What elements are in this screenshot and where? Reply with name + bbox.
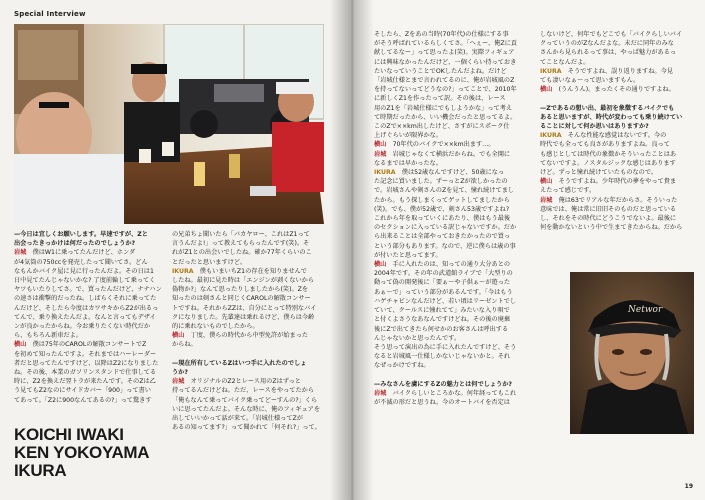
text-line [14,294,166,303]
text-line [172,285,324,294]
text-line [540,177,692,186]
line-text: ヤツもいたりしてさ。で、買ったんだけど、ナナハン [14,286,162,294]
text-line [540,104,692,113]
line-text: 僕もいまいちZ1の存在を知りませんで [199,267,307,275]
text-line [374,104,530,113]
right-page [352,0,705,500]
text-line [374,398,530,407]
text-line [14,267,166,276]
line-text: には興味なかったんだけど、一個くらい持っておき [374,58,517,66]
text-line [374,269,530,278]
text-line [14,386,166,395]
text-line [172,230,324,239]
text-line [374,278,530,287]
text-line [540,94,692,103]
text-line [172,386,324,395]
text-line [540,140,692,149]
text-line [14,230,166,239]
text-line [374,85,530,94]
text-line [540,30,692,39]
line-text: いに思ってたんだよ。そんな時に、俺のフィギュアを [172,405,321,413]
line-text: 動って偽の開発後に「要ぁ〜や子供ぁ〜が遊った [374,279,511,287]
line-text: そんな性能な感覚はないです。今の [567,132,667,140]
line-text: の兄弟ちょ聞いたら「バカヤロー、これはZ1って [172,231,310,238]
text-line [374,159,530,168]
text-line [540,131,692,140]
speaker-label: 横山 [540,178,553,186]
text-line [172,377,324,386]
speaker-label: 岩城 [374,389,387,397]
line-text: あぁ〜で」っていう部分があるんです。「今はもう [374,288,513,296]
line-text: このZで××km出したけど、さすがにスポーク仕 [374,123,510,131]
line-text: 2004年です。その年の武道館ライブで「大型りの [374,270,513,278]
group-interview-photo [14,24,324,224]
name-line-3: IKURA [14,461,67,480]
text-line [172,267,324,276]
line-text: これから年を取っていくにあたり、僕はもう最後 [374,215,511,223]
line-text: しないけど、何年でもどこでも「バイクらしいバイ [540,31,683,38]
text-line [14,359,166,368]
line-text: クになりました。先輩達は乗れるけど、僕らは今齢 [172,313,315,321]
name-line-2: KEN YOKOYAMA [14,443,150,462]
text-line [14,313,166,322]
line-text: 僕は75年のCAROLの解散コンサートでZ [32,341,147,349]
text-line [540,168,692,177]
line-text: う見てもZ2なのにサイドカバー「900」って書い [14,387,151,395]
line-text: 用のZ1を「岩城仕様にでもしようかな」って考え [374,104,513,112]
line-text: 出していいかって話が来て。「岩城仕様ってZが [172,415,303,423]
line-text: なもんかバイク屋に見に行ったんだよ。その日は1 [14,267,154,275]
speaker-label: IKURA [172,267,194,275]
text-line [172,423,324,432]
text-line [540,159,692,168]
text-line [374,67,530,76]
left-column-1 [14,230,166,405]
line-text: そう思って演出の為に手に入れたんですけど、そう [374,343,517,351]
speaker-label: 横山 [374,141,387,149]
line-text: そしたら、Zをあの当時(70年代)の仕様にする事 [374,31,509,38]
line-text: 偽物か?」なんて思ったりしましたから(笑)。Zを [172,286,309,294]
line-text: バイクらしいところかな。何年経ってもこれ [392,389,517,397]
speaker-label: IKURA [540,67,562,75]
text-line [374,334,530,343]
line-text: そうですよね。少年時代の夢をやって貴ま [558,178,677,186]
line-text: ら出来ることは全部やっておきたかったので買っ [374,233,511,241]
text-line [374,122,530,131]
text-line [172,396,324,405]
text-line [14,285,166,294]
line-text: んだけど、そしたら今度はカワサキからZ2が出るっ [14,304,159,312]
text-line [540,196,692,205]
text-line [374,297,530,306]
line-text: うか? [172,369,188,377]
page-gutter-shadow [330,0,374,500]
text-line [172,276,324,285]
text-line [374,223,530,232]
text-line [374,232,530,241]
text-line [14,239,166,248]
line-text: 70年代のバイクで××km出ます…。 [392,141,495,149]
text-line [540,122,692,131]
text-line [374,39,530,48]
line-text: 時に、Z2を換えだ翌トラが来たんです。そのZは乙 [14,378,156,386]
text-line [14,368,166,377]
portrait-photo [570,272,694,434]
line-text: 丁度、僕らの時代から中型免許が始まった [190,332,309,340]
speaker-label: 横山 [14,341,27,349]
text-line [540,76,692,85]
line-text: 日中見てたんじゃないかな? 了度前輪して乗ってく [14,277,156,285]
line-text: 僕は52歳なんですけど、50歳になっ [401,169,505,177]
text-line [14,322,166,331]
text-line [172,258,324,267]
line-text: とだったと思いますけど。 [172,258,247,266]
line-text: 知ったのは剣さんと同じくCAROLの解散コンサー [172,295,311,303]
line-text: —現在所有しているZはいつ手に入れたのでしょ [172,359,307,367]
speaker-label: 岩城 [14,249,27,257]
speaker-label: IKURA [374,169,396,177]
line-text: を持ってないってどうなの?」ってことで、2010年 [374,86,517,94]
name-line-1: KOICHI IWAKI [14,425,124,444]
line-text: て時期だったから、いい機会だったと思ってるよ。 [374,113,517,121]
text-line [374,315,530,324]
line-text: の速さは衝撃的だったね。しばらくそれに乗ってた [14,295,157,303]
line-text: 持ってるんだけどね。ただ、レースをやってたから [172,387,315,395]
text-line [540,150,692,159]
line-text: が4気筒の750ccを発売したって聞いてさ。どん [14,258,148,266]
line-text: んじゃないかと思ったんです。 [374,334,461,342]
line-text: あるの知ってます?」って聞かれて「何それ?」って。 [172,424,321,432]
text-line [374,48,530,57]
line-text: 者だと思ってたんですけど、以降はZ2になりました [14,359,159,367]
text-line [374,343,530,352]
line-text: 献してるなー」って思ったよ(笑)。実際フィギュア [374,49,515,57]
speaker-label: 岩城 [540,196,553,204]
text-line [540,48,692,57]
text-line [172,313,324,322]
text-line [374,260,530,269]
line-text: 意味では、俺は常に旧旧そのものだと思っている [540,205,677,213]
line-text: 時代でも全っても良さがありますよね。良って [540,141,670,149]
text-line [374,205,530,214]
line-text: —みなさんを虜にするZの魅力とは何でしょうか? [374,380,513,388]
text-line [374,242,530,251]
text-line [374,352,530,361]
text-line [374,325,530,334]
speaker-label: 横山 [540,86,553,94]
text-line [172,331,324,340]
line-text: たから。もう探しまくってゲットしてましたから [374,196,510,204]
line-text: し、それをその時代にどうこうでないよ。最後に [540,215,677,223]
speaker-label: 横山 [374,261,387,269]
line-text: ることに対して何か思いはありますか? [540,123,649,131]
line-text: 上げぐらいが限界かな。 [374,132,443,140]
line-text: 的に乗れないものでしたから。 [172,323,259,331]
text-line [540,186,692,195]
left-column-2 [172,230,324,432]
interviewee-names [14,426,149,480]
line-text: が不滅の形だと思うね。今のオートバイを否定は [374,399,510,407]
text-line [172,304,324,313]
text-line [14,304,166,313]
line-text: がそう呼ばれているらしくてさ。「へぇー、俺Zに貢 [374,40,517,48]
speaker-label: 横山 [172,332,185,340]
line-text: と付くよさうなあなんですけどね。その後の廃棄 [374,316,511,324]
text-line [374,168,530,177]
section-label: Special Interview [14,10,86,18]
line-text: トですね。それからZZは、自分にとって特別なバイ [172,304,317,312]
text-line [374,58,530,67]
text-line [540,67,692,76]
line-text: のセクションに入っている訳じゃないですか。だか [374,224,517,232]
line-text: なるまでは早かったな。 [374,159,443,167]
line-text: —今日は宜しくお願いします。早速ですが、Zと [14,231,148,238]
line-text: さんから見られるって事は、やっぱ魅力があるっ [540,49,677,57]
speaker-label: 岩城 [172,378,185,386]
line-text: 「岩城仕様とまで言われてるのに、俺が岩城風のZ [374,77,515,85]
text-line [540,58,692,67]
text-line [172,414,324,423]
text-line [374,113,530,122]
line-text: クっていうのがZなんだよな。未だに同年のみな [540,40,674,48]
text-line [172,350,324,359]
line-text: そうですよね、誤り返りますね。今見 [567,67,673,75]
line-text: が付いたと思ってます。 [374,251,442,259]
line-text: れがZ1との出会いでしたね。確か77年くらいのこ [172,249,312,257]
text-line [14,276,166,285]
line-text: からね。 [172,341,197,349]
line-text: 何を動かないという中で生まてきたからね。だから [540,224,683,232]
line-text: ら、もちろん新車だよ。 [14,332,83,340]
line-text: てことなんだよ。 [540,58,590,66]
text-line [172,340,324,349]
text-line [374,251,530,260]
right-column-1 [374,30,530,407]
speaker-label: 岩城 [374,150,387,158]
svg-text:Networ: Networ [628,305,663,315]
text-line [374,306,530,315]
text-line [374,76,530,85]
text-line [374,30,530,39]
line-text: 後にZで出てきたら何せかのお客さんは呼出する [374,325,509,333]
text-line [540,39,692,48]
line-text: という部分もあります。なので、逆に僕らは歳の事 [374,242,516,250]
line-text: —Zであるの想い出、最初を象徴するバイクでも [540,104,675,112]
text-line [14,331,166,340]
text-line [374,150,530,159]
line-text: 言うんだよ!」って教えてもらったんです(笑)。そ [172,240,310,248]
text-line [172,359,324,368]
right-column-2 [540,30,692,232]
text-line [172,248,324,257]
text-line [14,396,166,405]
text-line [540,85,692,94]
text-line [540,214,692,223]
line-text: けど。ずっと憧れ続けていたものなので。 [540,169,658,177]
text-line [14,377,166,386]
text-line [14,350,166,359]
left-page [0,0,352,500]
line-text: に新しくZ1を作ったって訳。その後は、レース [374,95,506,103]
text-line [374,380,530,389]
line-text: ね。その後、本業のガソリンスタンドで仕事してる [14,369,157,377]
text-line [374,186,530,195]
line-text: を初めて知ったんですよ。それまではハーレーダー [14,350,157,358]
text-line [374,214,530,223]
text-line [172,405,324,414]
line-text: 「俺もなんて乗ってバイク乗ってどーすんの?」くら [172,396,318,404]
page-number: 19 [684,483,693,490]
line-text: なると岩城風一仕様しかないじゃないかと。それ [374,353,511,361]
line-text: えたって感じです。 [540,187,596,195]
text-line [14,258,166,267]
line-text: あると思いますが、時代が変わっても乗り続けてい [540,113,683,121]
text-line [540,113,692,122]
line-text: ても凄いなぁ〜って思いますもん。 [540,77,640,85]
line-text: たいなっていうことでOKしたんだよね。だけど [374,67,507,75]
text-line [172,368,324,377]
line-text: したね。最初に見た時は「エンジンが剥くないから [172,277,315,285]
line-text: 出会ったきっかけは何だったのでしょうか? [14,240,136,248]
text-line [172,294,324,303]
line-text: ンが良かったからね。今お乗りたくない時代だか [14,323,151,331]
line-text: (笑)。でも、僕が52歳で、剣さん53歳ですよね? [374,205,510,213]
text-line [374,288,530,297]
line-text: ていて、クールスに憧れてて」みたいな入り唄で [374,307,510,315]
text-line [374,371,530,380]
text-line [374,361,530,370]
line-text: も感じとしては時代の象徴かそういったことはあ [540,150,677,158]
line-text: 岩城じゃなくて横浜だからね。でも全開に [392,150,511,158]
text-line [374,196,530,205]
text-line [540,223,692,232]
line-text: てんで、乗り換えたんだよ。なんと言ってもデザイ [14,313,156,321]
text-line [374,140,530,149]
speaker-label: IKURA [540,132,562,140]
line-text: で。岩城さんや剣さんのZを見て、憧れ続けてまし [374,187,515,195]
line-text: ハゲチャビンなんだけど、若い頃はリーゼントでし [374,297,517,305]
text-line [172,322,324,331]
line-text: 手に入れたのは、知っての通り大分あとの [392,261,511,269]
text-line [172,239,324,248]
text-line [374,389,530,398]
line-text: てないですよ。ノスタルジックな感じはあります [540,159,676,167]
text-line [14,340,166,349]
text-line [374,131,530,140]
line-text: なぜっかけですね。 [374,362,430,370]
line-text: オリジナルのZ2とレース用のZはずっと [190,378,301,386]
line-text: 僕はW1に乗ってたんだけど、ホンダ [32,249,136,257]
text-line [540,205,692,214]
text-line [374,94,530,103]
line-text: た記念に買いました。ずーっとZが欲しかったの [374,178,508,186]
text-line [374,177,530,186]
line-text: 俺は63でリアルな年だからさ。そういった [558,196,678,204]
line-text: (うんうん)。まったくその通りですよね。 [558,86,675,94]
text-line [14,248,166,257]
line-text: てあって。「Z2に900なんてあるの?」って驚きす [14,396,152,404]
